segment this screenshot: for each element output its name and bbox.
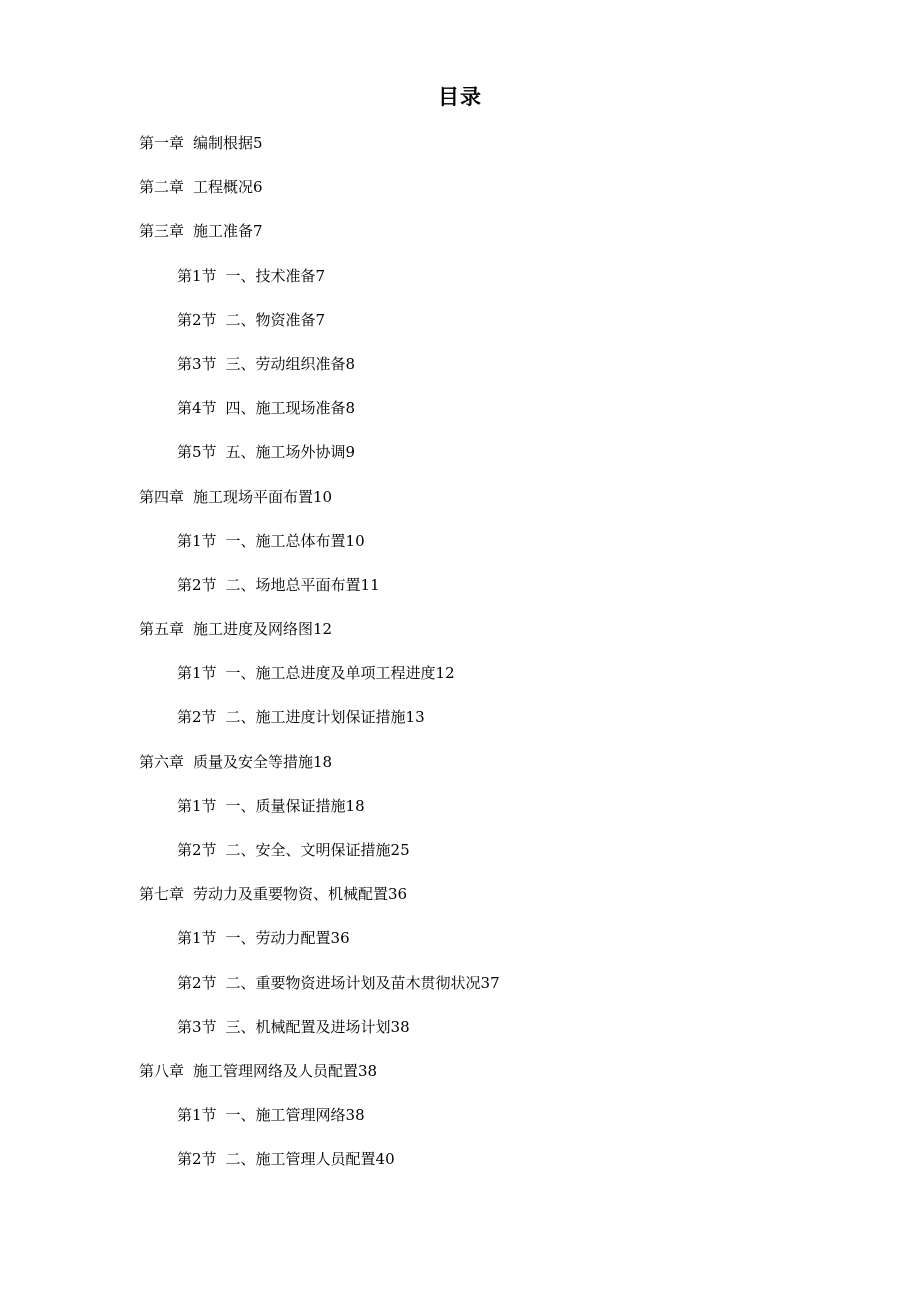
toc-entry-section-6-2[interactable]: [0, 838, 920, 882]
toc-entry-chapter-2[interactable]: [0, 175, 920, 219]
toc-entry-chapter-6[interactable]: [0, 750, 920, 794]
toc-entry-number: 第1节: [177, 1106, 217, 1125]
toc-entry-text: 二、物资准备7: [225, 310, 326, 329]
toc-entry-text: 施工管理网络及人员配置38: [193, 1061, 378, 1080]
toc-entry-text: 二、施工管理人员配置40: [225, 1150, 395, 1169]
toc-entry-number: 第3节: [177, 1017, 217, 1036]
toc-entry-text: 一、技术准备7: [225, 266, 326, 285]
toc-entry-number: 第五章: [139, 620, 185, 639]
toc-entry-section-4-2[interactable]: [0, 573, 920, 617]
toc-entry-section-6-1[interactable]: [0, 794, 920, 838]
toc-entry-number: 第1节: [177, 929, 217, 948]
toc-entry-section-3-4[interactable]: [0, 396, 920, 440]
toc-list: [0, 131, 920, 1192]
toc-entry-chapter-4[interactable]: [0, 485, 920, 529]
toc-entry-number: 第四章: [139, 487, 185, 506]
toc-entry-section-3-3[interactable]: [0, 352, 920, 396]
toc-entry-number: 第5节: [177, 443, 217, 462]
toc-entry-text: 一、施工总进度及单项工程进度12: [225, 664, 455, 683]
toc-entry-number: 第1节: [177, 664, 217, 683]
toc-entry-chapter-7[interactable]: [0, 882, 920, 926]
toc-entry-number: 第八章: [139, 1061, 185, 1080]
toc-entry-text: 一、施工管理网络38: [225, 1106, 365, 1125]
toc-entry-number: 第1节: [177, 531, 217, 550]
toc-entry-number: 第1节: [177, 796, 217, 815]
toc-entry-number: 第2节: [177, 575, 217, 594]
toc-entry-chapter-8[interactable]: [0, 1059, 920, 1103]
toc-entry-number: 第3节: [177, 354, 217, 373]
toc-entry-text: 五、施工场外协调9: [225, 443, 356, 462]
toc-entry-section-5-1[interactable]: [0, 661, 920, 705]
toc-entry-number: 第七章: [139, 885, 185, 904]
toc-entry-text: 三、劳动组织准备8: [225, 354, 356, 373]
toc-entry-number: 第4节: [177, 399, 217, 418]
toc-entry-text: 质量及安全等措施18: [193, 752, 333, 771]
toc-entry-section-3-5[interactable]: [0, 440, 920, 484]
toc-entry-number: 第2节: [177, 708, 217, 727]
toc-entry-number: 第2节: [177, 1150, 217, 1169]
toc-entry-text: 一、劳动力配置36: [225, 929, 350, 948]
toc-entry-text: 施工现场平面布置10: [193, 487, 333, 506]
toc-entry-text: 施工准备7: [193, 222, 263, 241]
toc-entry-number: 第2节: [177, 841, 217, 859]
toc-entry-text: 施工进度及网络图12: [193, 620, 333, 639]
toc-entry-section-4-1[interactable]: [0, 529, 920, 573]
toc-entry-text: 一、质量保证措施18: [225, 796, 365, 815]
toc-entry-section-8-2[interactable]: [0, 1147, 920, 1191]
toc-entry-number: 第2节: [177, 310, 217, 329]
toc-entry-text: 二、重要物资进场计划及苗木贯彻状况37: [225, 973, 500, 992]
toc-entry-text: 三、机械配置及进场计划38: [225, 1017, 410, 1036]
toc-entry-text: 工程概况6: [193, 178, 263, 197]
toc-entry-text: 二、安全、文明保证措施25: [225, 841, 410, 859]
toc-entry-chapter-3[interactable]: [0, 219, 920, 263]
toc-entry-number: 第2节: [177, 973, 217, 992]
toc-entry-section-7-2[interactable]: [0, 971, 920, 1015]
toc-entry-section-7-3[interactable]: [0, 1015, 920, 1059]
toc-entry-number: 第三章: [139, 222, 185, 241]
toc-entry-number: 第二章: [139, 178, 185, 197]
toc-entry-section-5-2[interactable]: [0, 705, 920, 749]
toc-entry-number: 第1节: [177, 266, 217, 285]
toc-entry-number: 第六章: [139, 752, 185, 771]
toc-entry-text: 二、场地总平面布置11: [225, 575, 380, 594]
toc-entry-text: 一、施工总体布置10: [225, 531, 365, 550]
toc-entry-section-7-1[interactable]: [0, 926, 920, 970]
toc-entry-section-3-1[interactable]: [0, 264, 920, 308]
toc-entry-text: 劳动力及重要物资、机械配置36: [193, 885, 408, 904]
toc-entry-chapter-5[interactable]: [0, 617, 920, 661]
toc-entry-number: 第一章: [139, 134, 185, 152]
toc-entry-text: 编制根据5: [193, 134, 263, 152]
toc-entry-section-3-2[interactable]: [0, 308, 920, 352]
toc-title: 目录: [438, 85, 482, 109]
toc-entry-text: 二、施工进度计划保证措施13: [225, 708, 425, 727]
toc-entry-text: 四、施工现场准备8: [225, 399, 356, 418]
toc-entry-section-8-1[interactable]: [0, 1103, 920, 1147]
toc-entry-chapter-1[interactable]: [0, 131, 920, 175]
